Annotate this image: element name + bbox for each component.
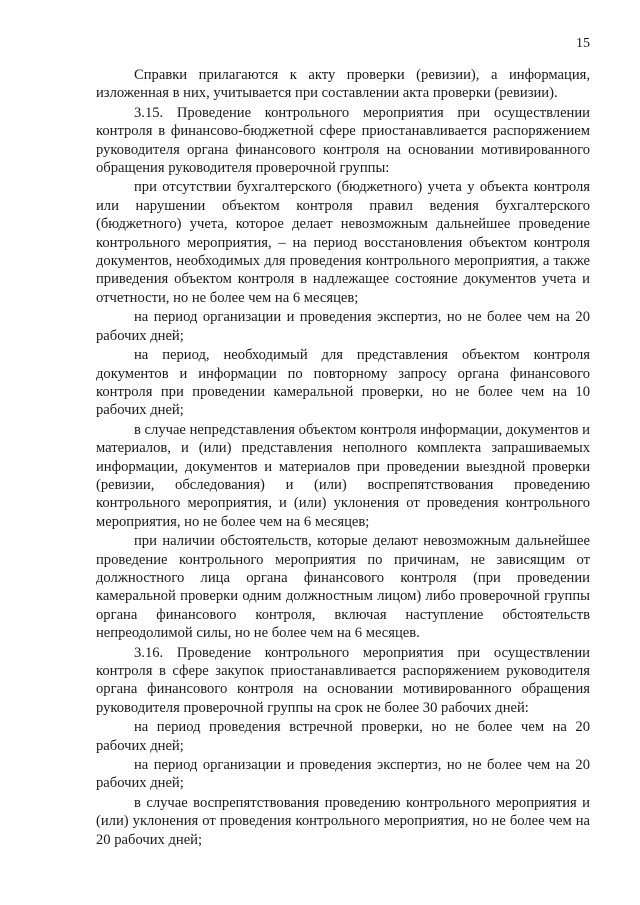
list-item: на период, необходимый для представления объектом контроля документов и информации по повторному запросу органа финансового контроля при проведении камеральной проверки, но не более чем на 10 рабочих дней;	[96, 347, 590, 419]
list-item: на период организации и проведения экспертиз, но не более чем на 20 рабочих дней;	[96, 757, 590, 792]
page-number: 15	[576, 36, 590, 51]
list-item: в случае непредставления объектом контроля информации, документов и материалов, и (или) представления неполного комплекта запрашиваемых информации, документов и материалов при проведении выездной проверки (ревизии, обследования) и (или) воспрепятствования проведению контрольного мероприятия, и (или) уклонения от проведения контрольного мероприятия, но не более чем на 6 месяцев;	[96, 421, 590, 530]
paragraph-3-16: 3.16. Проведение контрольного мероприятия при осуществлении контроля в сфере закупок приостанавливается распоряжением руководителя органа финансового контроля на основании мотивированного обращения руководителя проверочной группы на срок не более 30 рабочих дней:	[96, 644, 590, 716]
list-item: на период организации и проведения экспертиз, но не более чем на 20 рабочих дней;	[96, 309, 590, 344]
list-item: на период проведения встречной проверки, но не более чем на 20 рабочих дней;	[96, 719, 590, 754]
list-item: при отсутствии бухгалтерского (бюджетного) учета у объекта контроля или нарушении объектом контроля правил ведения бухгалтерского (бюджетного) учета, которое делает невозможным дальнейшее проведение контрольного мероприятия, – на период восстановления объектом контроля документов, необходимых для проведения контрольного мероприятия, а также приведения объектом контроля в надлежащее состояние документов учета и отчетности, но не более чем на 6 месяцев;	[96, 179, 590, 306]
list-item: при наличии обстоятельств, которые делают невозможным дальнейшее проведение контрольного мероприятия по причинам, не зависящим от должностного лица органа финансового контроля (при проведении камеральной проверки одним должностным лицом) либо проверочной группы органа финансового контроля, включая наступление обстоятельств непреодолимой силы, но не более чем на 6 месяцев.	[96, 533, 590, 642]
list-item: в случае воспрепятствования проведению контрольного мероприятия и (или) уклонения от проведения контрольного мероприятия, но не более чем на 20 рабочих дней;	[96, 794, 590, 848]
paragraph-attachments-note: Справки прилагаются к акту проверки (ревизии), а информация, изложенная в них, учитывается при составлении акта проверки (ревизии).	[96, 67, 590, 102]
paragraph-3-15: 3.15. Проведение контрольного мероприятия при осуществлении контроля в финансово-бюджетной сфере приостанавливается распоряжением руководителя органа финансового контроля на основании мотивированного обращения руководителя проверочной группы:	[96, 104, 590, 177]
document-body	[96, 66, 590, 849]
